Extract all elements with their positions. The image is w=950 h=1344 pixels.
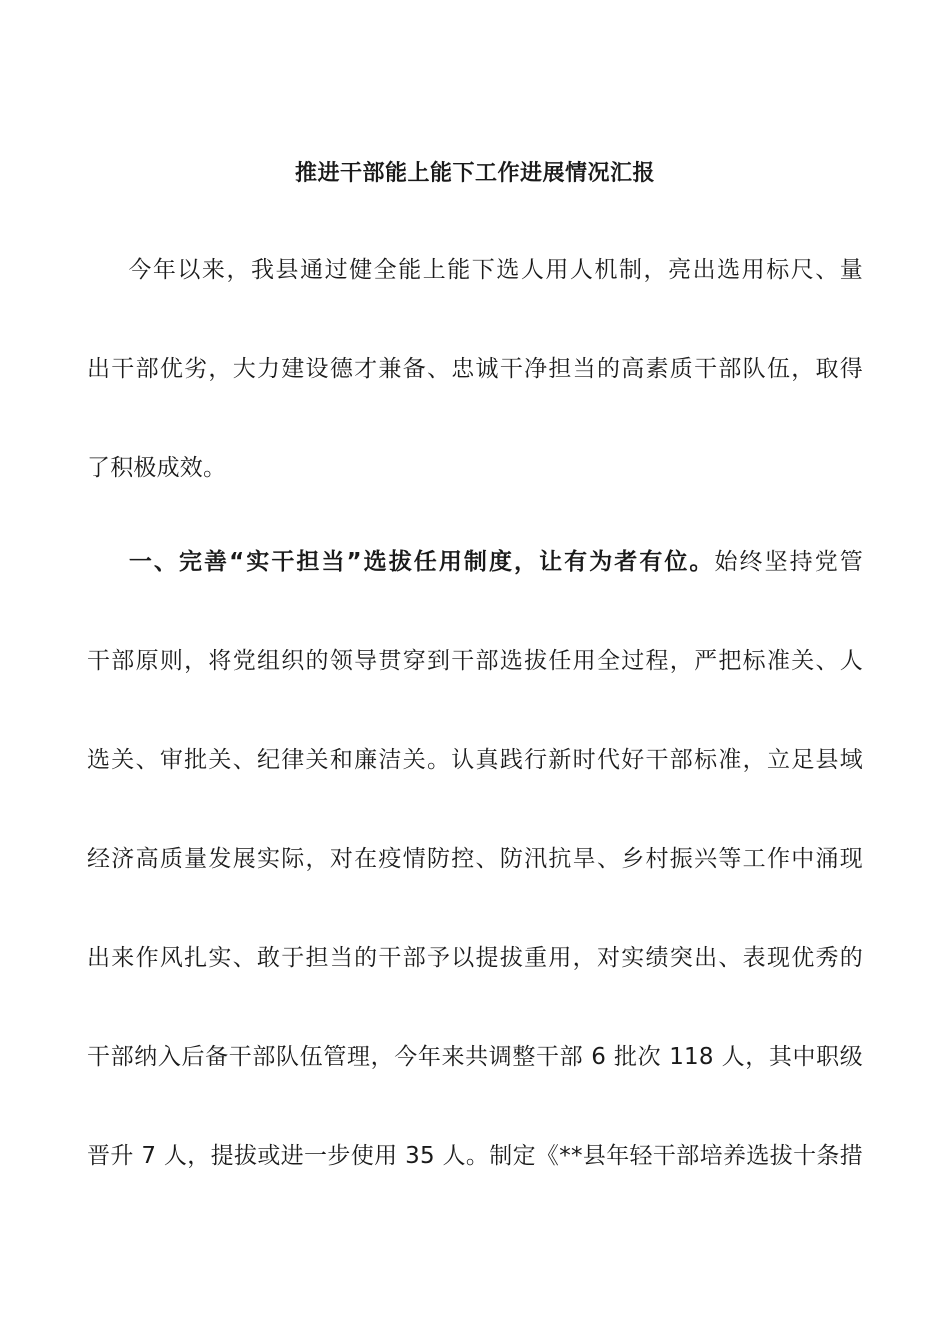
line-text: 干部原则，将党组织的领导贯穿到干部选拔任用全过程，严把标准关、人 [87, 648, 863, 674]
paragraph-line [87, 1041, 863, 1073]
line-text: 出来作风扎实、敢于担当的干部予以提拔重用，对实绩突出、表现优秀的 [87, 945, 863, 971]
line-text: 始终坚持党管 [714, 549, 863, 575]
line-text: 经济高质量发展实际，对在疫情防控、防汛抗旱、乡村振兴等工作中涌现 [87, 846, 863, 872]
line-text: 晋升 7 人，提拔或进一步使用 35 人。制定《**县年轻干部培养选拔十条措 [87, 1143, 863, 1169]
section-heading: 一、完善“实干担当”选拔任用制度，让有为者有位。 [127, 549, 715, 575]
line-text: 出干部优劣，大力建设德才兼备、忠诚干净担当的高素质干部队伍，取得 [87, 356, 863, 382]
line-text: 选关、审批关、纪律关和廉洁关。认真践行新时代好干部标准，立足县域 [87, 747, 863, 773]
paragraph-line [87, 452, 863, 484]
paragraph-line [87, 843, 863, 875]
paragraph-line [87, 645, 863, 677]
line-text: 今年以来，我县通过健全能上能下选人用人机制，亮出选用标尺、量 [127, 257, 863, 283]
paragraph-line [87, 254, 863, 286]
paragraph-line [87, 744, 863, 776]
line-text: 了积极成效。 [87, 455, 227, 481]
paragraph-line [87, 353, 863, 385]
paragraph-line [87, 942, 863, 974]
line-text: 干部纳入后备干部队伍管理，今年来共调整干部 6 批次 118 人，其中职级 [87, 1044, 863, 1070]
document-title: 推进干部能上能下工作进展情况汇报 [294, 161, 655, 186]
paragraph-line [87, 546, 863, 578]
paragraph-line [87, 1140, 863, 1172]
